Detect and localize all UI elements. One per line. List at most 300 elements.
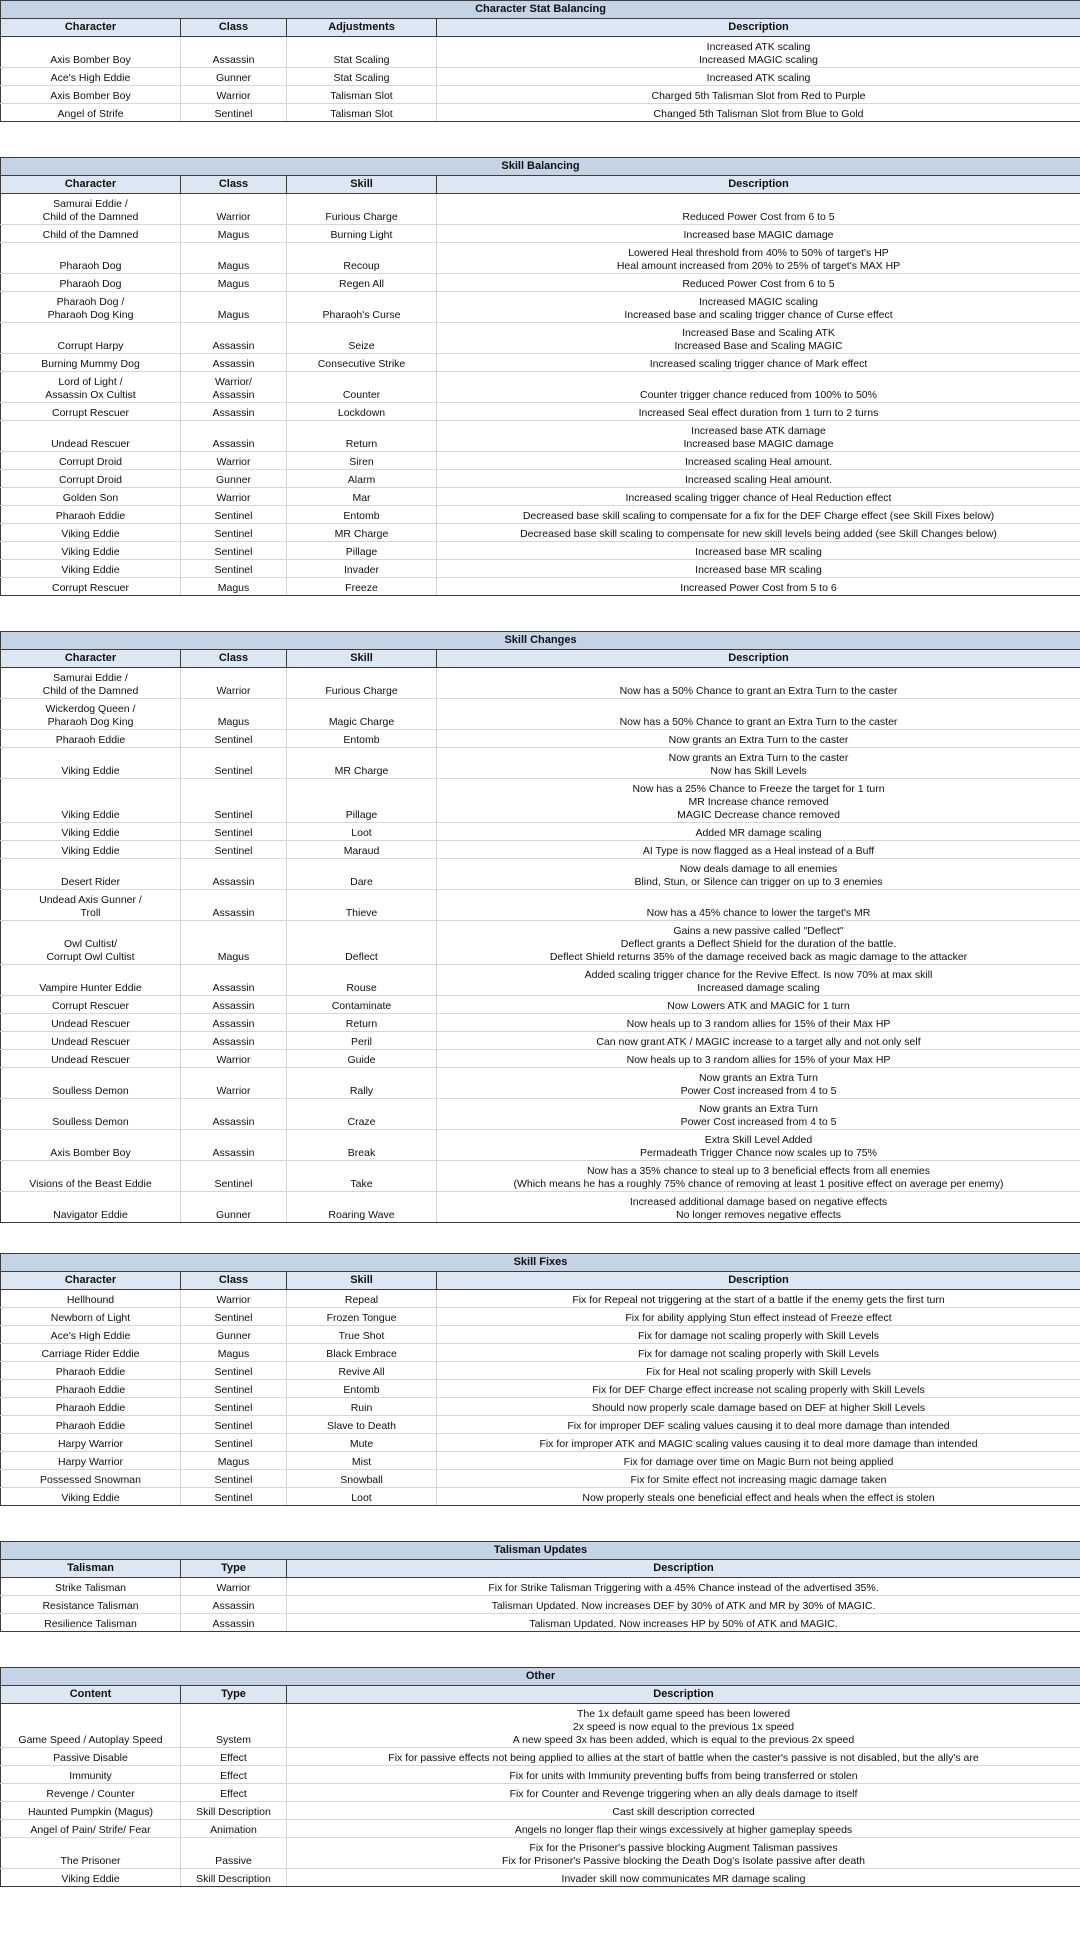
skill-cell: Peril (287, 1032, 437, 1050)
skill-cell: Stat Scaling (287, 37, 437, 68)
table-row (1, 1802, 1080, 1820)
description-cell-line: Now has Skill Levels (710, 765, 807, 777)
description-cell: Increased scaling Heal amount. (437, 470, 1080, 488)
class-cell: Sentinel (181, 1161, 287, 1192)
column-header: Character (1, 19, 181, 37)
table-row (1, 68, 1080, 86)
character-cell: Axis Bomber Boy (1, 86, 181, 104)
description-cell-line: Increased base MAGIC damage (683, 438, 834, 450)
column-header: Class (181, 176, 287, 194)
character-cell (1, 668, 181, 699)
character-cell: Burning Mummy Dog (1, 354, 181, 372)
skill-cell: Revive All (287, 1362, 437, 1380)
skill-cell: Maraud (287, 841, 437, 859)
section-spacer (0, 1223, 1080, 1253)
column-header: Talisman (1, 1560, 181, 1578)
table-row (1, 470, 1080, 488)
description-cell (437, 965, 1080, 996)
character-cell (1, 292, 181, 323)
character-cell: Navigator Eddie (1, 1192, 181, 1223)
skill-fixes-section (0, 1253, 1080, 1506)
skill-cell: Loot (287, 823, 437, 841)
class-cell-line: Warrior/ (215, 376, 252, 388)
table-row (1, 921, 1080, 965)
skill-cell: Pharaoh's Curse (287, 292, 437, 323)
character-cell: Pharaoh Eddie (1, 1362, 181, 1380)
class-cell: Sentinel (181, 1416, 287, 1434)
class-cell: Magus (181, 274, 287, 292)
character-cell: Pharaoh Dog (1, 243, 181, 274)
class-cell: Sentinel (181, 1488, 287, 1506)
description-cell: Reduced Power Cost from 6 to 5 (437, 274, 1080, 292)
column-header: Character (1, 176, 181, 194)
class-cell: Magus (181, 292, 287, 323)
character-cell: Undead Rescuer (1, 1050, 181, 1068)
name-cell: Viking Eddie (1, 1869, 181, 1887)
class-cell: Sentinel (181, 104, 287, 122)
class-cell: Magus (181, 225, 287, 243)
class-cell: Assassin (181, 859, 287, 890)
type-cell: Warrior (181, 1578, 287, 1596)
table-row (1, 1362, 1080, 1380)
section-title: Other (1, 1668, 1080, 1686)
column-header: Skill (287, 1272, 437, 1290)
class-cell: Sentinel (181, 1308, 287, 1326)
description-cell-line: Blind, Stun, or Silence can trigger on up to 3 enemies (634, 876, 883, 888)
skill-cell: Return (287, 1014, 437, 1032)
character-cell: Harpy Warrior (1, 1452, 181, 1470)
table-row (1, 779, 1080, 823)
description-cell: Talisman Updated. Now increases DEF by 30% of ATK and MR by 30% of MAGIC. (287, 1596, 1080, 1614)
class-cell: Sentinel (181, 730, 287, 748)
class-cell: Gunner (181, 68, 287, 86)
character-cell: Viking Eddie (1, 748, 181, 779)
column-header: Description (437, 650, 1080, 668)
skill-cell: Stat Scaling (287, 68, 437, 86)
table-row (1, 560, 1080, 578)
skill-cell: Consecutive Strike (287, 354, 437, 372)
table-row (1, 1192, 1080, 1223)
description-cell-line: Gains a new passive called "Deflect" (673, 925, 844, 937)
description-cell-line: Now grants an Extra Turn to the caster (668, 752, 849, 764)
character-cell: Axis Bomber Boy (1, 37, 181, 68)
class-cell: Assassin (181, 323, 287, 354)
class-cell: Magus (181, 1452, 287, 1470)
description-cell (437, 421, 1080, 452)
name-cell: Strike Talisman (1, 1578, 181, 1596)
class-cell: Warrior (181, 1290, 287, 1308)
description-cell-line: Increased Base and Scaling MAGIC (674, 340, 843, 352)
description-cell-line: Deflect Shield returns 35% of the damage received back as magic damage to the attacker (549, 951, 968, 963)
section-title: Skill Changes (1, 632, 1080, 650)
table-row (1, 1748, 1080, 1766)
description-cell: Added MR damage scaling (437, 823, 1080, 841)
skill-cell: Repeal (287, 1290, 437, 1308)
table-row (1, 965, 1080, 996)
character-cell: Soulless Demon (1, 1068, 181, 1099)
header-row (1, 650, 1080, 668)
character-cell: Undead Rescuer (1, 1032, 181, 1050)
description-cell (437, 37, 1080, 68)
description-cell-line: Power Cost increased from 4 to 5 (680, 1085, 837, 1097)
table-row (1, 1014, 1080, 1032)
character-cell: Ace's High Eddie (1, 68, 181, 86)
class-cell: Assassin (181, 421, 287, 452)
header-row (1, 1686, 1080, 1704)
skill-cell: Furious Charge (287, 194, 437, 225)
description-cell (437, 323, 1080, 354)
class-cell: Sentinel (181, 542, 287, 560)
skill-cell: Counter (287, 372, 437, 403)
skill-balancing-section (0, 157, 1080, 596)
class-cell: Assassin (181, 996, 287, 1014)
skill-cell: Seize (287, 323, 437, 354)
description-cell (437, 1192, 1080, 1223)
description-cell-line: Increased MAGIC scaling (698, 296, 819, 308)
character-cell-line: Samurai Eddie / (53, 672, 128, 684)
description-cell: Fix for ability applying Stun effect instead of Freeze effect (437, 1308, 1080, 1326)
class-cell (181, 372, 287, 403)
skill-cell: Furious Charge (287, 668, 437, 699)
table-row (1, 668, 1080, 699)
description-cell: Increased scaling trigger chance of Mark effect (437, 354, 1080, 372)
table-row (1, 37, 1080, 68)
table-row (1, 194, 1080, 225)
other-table (0, 1667, 1080, 1887)
description-cell (437, 748, 1080, 779)
character-cell: Viking Eddie (1, 823, 181, 841)
column-header: Type (181, 1686, 287, 1704)
table-row (1, 354, 1080, 372)
type-cell: Effect (181, 1748, 287, 1766)
table-row (1, 841, 1080, 859)
description-cell-line: Now grants an Extra Turn (698, 1103, 819, 1115)
skill-cell: Entomb (287, 730, 437, 748)
character-cell: Corrupt Droid (1, 470, 181, 488)
character-cell: Pharaoh Eddie (1, 1380, 181, 1398)
table-row (1, 1596, 1080, 1614)
type-cell: Passive (181, 1838, 287, 1869)
class-cell: Sentinel (181, 823, 287, 841)
table-row (1, 1614, 1080, 1632)
skill-cell: Burning Light (287, 225, 437, 243)
name-cell: Game Speed / Autoplay Speed (1, 1704, 181, 1748)
description-cell: Fix for passive effects not being applied to allies at the start of battle when the caster's passive is not disabled, but the ally's are (287, 1748, 1080, 1766)
description-cell-line: Fix for the Prisoner's passive blocking Augment Talisman passives (529, 1842, 838, 1854)
table-row (1, 1416, 1080, 1434)
class-cell-line: Assassin (212, 389, 255, 401)
character-cell-line: Troll (80, 907, 101, 919)
table-row (1, 699, 1080, 730)
column-header: Skill (287, 176, 437, 194)
class-cell: Warrior (181, 668, 287, 699)
skill-cell: Break (287, 1130, 437, 1161)
table-row (1, 1820, 1080, 1838)
column-header: Skill (287, 650, 437, 668)
description-cell-line: Now has a 25% Chance to Freeze the target for 1 turn (632, 783, 885, 795)
table-row (1, 1050, 1080, 1068)
description-cell (437, 1161, 1080, 1192)
character-cell: Desert Rider (1, 859, 181, 890)
table-row (1, 1434, 1080, 1452)
class-cell: Gunner (181, 1326, 287, 1344)
section-title: Skill Balancing (1, 158, 1080, 176)
character-cell: Undead Rescuer (1, 1014, 181, 1032)
description-cell-line: Extra Skill Level Added (704, 1134, 813, 1146)
description-cell: Reduced Power Cost from 6 to 5 (437, 194, 1080, 225)
class-cell: Assassin (181, 37, 287, 68)
skill-cell: Loot (287, 1488, 437, 1506)
description-cell: Charged 5th Talisman Slot from Red to Purple (437, 86, 1080, 104)
description-cell-line: Increased MAGIC scaling (698, 54, 819, 66)
character-cell: Viking Eddie (1, 542, 181, 560)
class-cell: Warrior (181, 1050, 287, 1068)
skill-cell: Siren (287, 452, 437, 470)
table-row (1, 488, 1080, 506)
character-cell: Carriage Rider Eddie (1, 1344, 181, 1362)
description-cell-line: Now grants an Extra Turn (698, 1072, 819, 1084)
description-cell: Changed 5th Talisman Slot from Blue to Gold (437, 104, 1080, 122)
table-row (1, 292, 1080, 323)
character-cell (1, 372, 181, 403)
table-row (1, 996, 1080, 1014)
skill-cell: MR Charge (287, 524, 437, 542)
stat-balancing-table (0, 0, 1080, 122)
description-cell-line: MAGIC Decrease chance removed (677, 809, 840, 821)
table-row (1, 542, 1080, 560)
class-cell: Assassin (181, 890, 287, 921)
description-cell-line: Lowered Heal threshold from 40% to 50% of target's HP (628, 247, 889, 259)
description-cell (437, 292, 1080, 323)
column-header: Description (287, 1560, 1080, 1578)
description-cell: Now heals up to 3 random allies for 15% of their Max HP (437, 1014, 1080, 1032)
table-row (1, 1290, 1080, 1308)
description-cell-line: (Which means he has a roughly 75% chance of removing at least 1 positive effect on average per enemy) (513, 1178, 1004, 1190)
class-cell: Sentinel (181, 1434, 287, 1452)
description-cell (437, 779, 1080, 823)
class-cell: Magus (181, 243, 287, 274)
character-cell: Child of the Damned (1, 225, 181, 243)
character-cell: Viking Eddie (1, 779, 181, 823)
description-cell: Angels no longer flap their wings excessively at higher gameplay speeds (287, 1820, 1080, 1838)
description-cell: Fix for damage over time on Magic Burn not being applied (437, 1452, 1080, 1470)
character-cell-line: Pharaoh Dog King (47, 716, 134, 728)
description-cell: Now has a 50% Chance to grant an Extra Turn to the caster (437, 699, 1080, 730)
class-cell: Sentinel (181, 748, 287, 779)
skill-cell: Entomb (287, 1380, 437, 1398)
character-cell: Undead Rescuer (1, 421, 181, 452)
table-row (1, 1032, 1080, 1050)
skill-cell: Talisman Slot (287, 86, 437, 104)
skill-cell: MR Charge (287, 748, 437, 779)
header-row (1, 1272, 1080, 1290)
class-cell: Gunner (181, 1192, 287, 1223)
character-cell (1, 194, 181, 225)
table-row (1, 1784, 1080, 1802)
description-cell: Should now properly scale damage based on DEF at higher Skill Levels (437, 1398, 1080, 1416)
talisman-updates-section (0, 1541, 1080, 1632)
character-cell (1, 699, 181, 730)
table-row (1, 1470, 1080, 1488)
description-cell: Counter trigger chance reduced from 100% to 50% (437, 372, 1080, 403)
type-cell: Animation (181, 1820, 287, 1838)
character-cell: Harpy Warrior (1, 1434, 181, 1452)
skill-cell: Invader (287, 560, 437, 578)
description-cell: Increased Power Cost from 5 to 6 (437, 578, 1080, 596)
character-cell: Corrupt Rescuer (1, 578, 181, 596)
description-cell: Now has a 50% Chance to grant an Extra Turn to the caster (437, 668, 1080, 699)
description-cell-line: A new speed 3x has been added, which is equal to the previous 2x speed (512, 1734, 855, 1746)
description-cell-line: Power Cost increased from 4 to 5 (680, 1116, 837, 1128)
header-row (1, 1560, 1080, 1578)
column-header: Content (1, 1686, 181, 1704)
table-row (1, 1452, 1080, 1470)
description-cell (437, 859, 1080, 890)
table-row (1, 524, 1080, 542)
description-cell-line: Increased damage scaling (697, 982, 820, 994)
skill-cell: Roaring Wave (287, 1192, 437, 1223)
skill-cell: Rouse (287, 965, 437, 996)
table-row (1, 1099, 1080, 1130)
description-cell: Now grants an Extra Turn to the caster (437, 730, 1080, 748)
description-cell-line: The 1x default game speed has been lowered (576, 1708, 791, 1720)
skill-cell: Pillage (287, 542, 437, 560)
description-cell: Fix for Repeal not triggering at the start of a battle if the enemy gets the first turn (437, 1290, 1080, 1308)
description-cell: Fix for Smite effect not increasing magic damage taken (437, 1470, 1080, 1488)
description-cell: Fix for DEF Charge effect increase not scaling properly with Skill Levels (437, 1380, 1080, 1398)
stat-balancing-section (0, 0, 1080, 122)
skill-cell: Rally (287, 1068, 437, 1099)
description-cell: Fix for units with Immunity preventing buffs from being transferred or stolen (287, 1766, 1080, 1784)
name-cell: Resistance Talisman (1, 1596, 181, 1614)
character-cell: Corrupt Droid (1, 452, 181, 470)
description-cell-line: 2x speed is now equal to the previous 1x speed (572, 1721, 795, 1733)
class-cell: Assassin (181, 965, 287, 996)
character-cell: Pharaoh Eddie (1, 1416, 181, 1434)
description-cell: Fix for improper DEF scaling values causing it to deal more damage than intended (437, 1416, 1080, 1434)
section-title: Character Stat Balancing (1, 1, 1080, 19)
character-cell (1, 890, 181, 921)
table-row (1, 323, 1080, 354)
name-cell: The Prisoner (1, 1838, 181, 1869)
skill-cell: Recoup (287, 243, 437, 274)
skill-cell: Entomb (287, 506, 437, 524)
skill-cell: Mar (287, 488, 437, 506)
description-cell: Increased scaling trigger chance of Heal Reduction effect (437, 488, 1080, 506)
type-cell: Assassin (181, 1614, 287, 1632)
talisman-updates-table (0, 1541, 1080, 1632)
class-cell: Assassin (181, 1130, 287, 1161)
character-cell: Viking Eddie (1, 524, 181, 542)
header-row (1, 19, 1080, 37)
skill-cell: True Shot (287, 1326, 437, 1344)
table-row (1, 748, 1080, 779)
skill-cell: Magic Charge (287, 699, 437, 730)
table-row (1, 1161, 1080, 1192)
name-cell: Revenge / Counter (1, 1784, 181, 1802)
table-row (1, 1704, 1080, 1748)
description-cell-line: Increased additional damage based on negative effects (629, 1196, 888, 1208)
character-cell-line: Lord of Light / (58, 376, 123, 388)
description-cell (437, 1130, 1080, 1161)
table-row (1, 1578, 1080, 1596)
type-cell: Effect (181, 1784, 287, 1802)
description-cell (437, 1068, 1080, 1099)
table-row (1, 1488, 1080, 1506)
section-spacer (0, 1632, 1080, 1667)
type-cell: Effect (181, 1766, 287, 1784)
column-header: Character (1, 650, 181, 668)
table-row (1, 1766, 1080, 1784)
table-row (1, 890, 1080, 921)
class-cell: Assassin (181, 354, 287, 372)
description-cell-line: Increased ATK scaling (706, 41, 811, 53)
type-cell: Assassin (181, 1596, 287, 1614)
table-row (1, 86, 1080, 104)
table-row (1, 243, 1080, 274)
table-row (1, 1068, 1080, 1099)
character-cell-line: Corrupt Owl Cultist (46, 951, 135, 963)
class-cell: Sentinel (181, 1470, 287, 1488)
class-cell: Magus (181, 1344, 287, 1362)
character-cell: Hellhound (1, 1290, 181, 1308)
table-row (1, 506, 1080, 524)
table-row (1, 1130, 1080, 1161)
table-row (1, 225, 1080, 243)
skill-cell: Alarm (287, 470, 437, 488)
description-cell: Fix for Heal not scaling properly with Skill Levels (437, 1362, 1080, 1380)
description-cell-line: Fix for Prisoner's Passive blocking the Death Dog's Isolate passive after death (502, 1855, 865, 1867)
section-title: Skill Fixes (1, 1254, 1080, 1272)
description-cell-line: Added scaling trigger chance for the Revive Effect. Is now 70% at max skill (584, 969, 933, 981)
skill-fixes-table (0, 1253, 1080, 1506)
description-cell: Increased base MR scaling (437, 560, 1080, 578)
character-cell: Angel of Strife (1, 104, 181, 122)
character-cell: Vampire Hunter Eddie (1, 965, 181, 996)
table-row (1, 1869, 1080, 1887)
class-cell: Warrior (181, 86, 287, 104)
skill-changes-table (0, 631, 1080, 1223)
section-spacer (0, 596, 1080, 631)
description-cell: AI Type is now flagged as a Heal instead of a Buff (437, 841, 1080, 859)
description-cell: Cast skill description corrected (287, 1802, 1080, 1820)
skill-cell: Dare (287, 859, 437, 890)
class-cell: Sentinel (181, 560, 287, 578)
other-section (0, 1667, 1080, 1887)
class-cell: Warrior (181, 1068, 287, 1099)
description-cell: Increased ATK scaling (437, 68, 1080, 86)
table-row (1, 372, 1080, 403)
skill-cell: Contaminate (287, 996, 437, 1014)
character-cell-line: Samurai Eddie / (53, 198, 128, 210)
table-row (1, 452, 1080, 470)
description-cell: Decreased base skill scaling to compensate for new skill levels being added (see Skill Changes below) (437, 524, 1080, 542)
skill-cell: Frozen Tongue (287, 1308, 437, 1326)
character-cell: Possessed Snowman (1, 1470, 181, 1488)
character-cell-line: Assassin Ox Cultist (45, 389, 136, 401)
skill-cell: Talisman Slot (287, 104, 437, 122)
character-cell (1, 921, 181, 965)
description-cell (287, 1838, 1080, 1869)
character-cell: Corrupt Rescuer (1, 996, 181, 1014)
column-header: Class (181, 650, 287, 668)
column-header: Class (181, 19, 287, 37)
table-row (1, 1380, 1080, 1398)
type-cell: System (181, 1704, 287, 1748)
description-cell-line: Heal amount increased from 20% to 25% of target's MAX HP (616, 260, 901, 272)
class-cell: Sentinel (181, 1362, 287, 1380)
class-cell: Sentinel (181, 1380, 287, 1398)
